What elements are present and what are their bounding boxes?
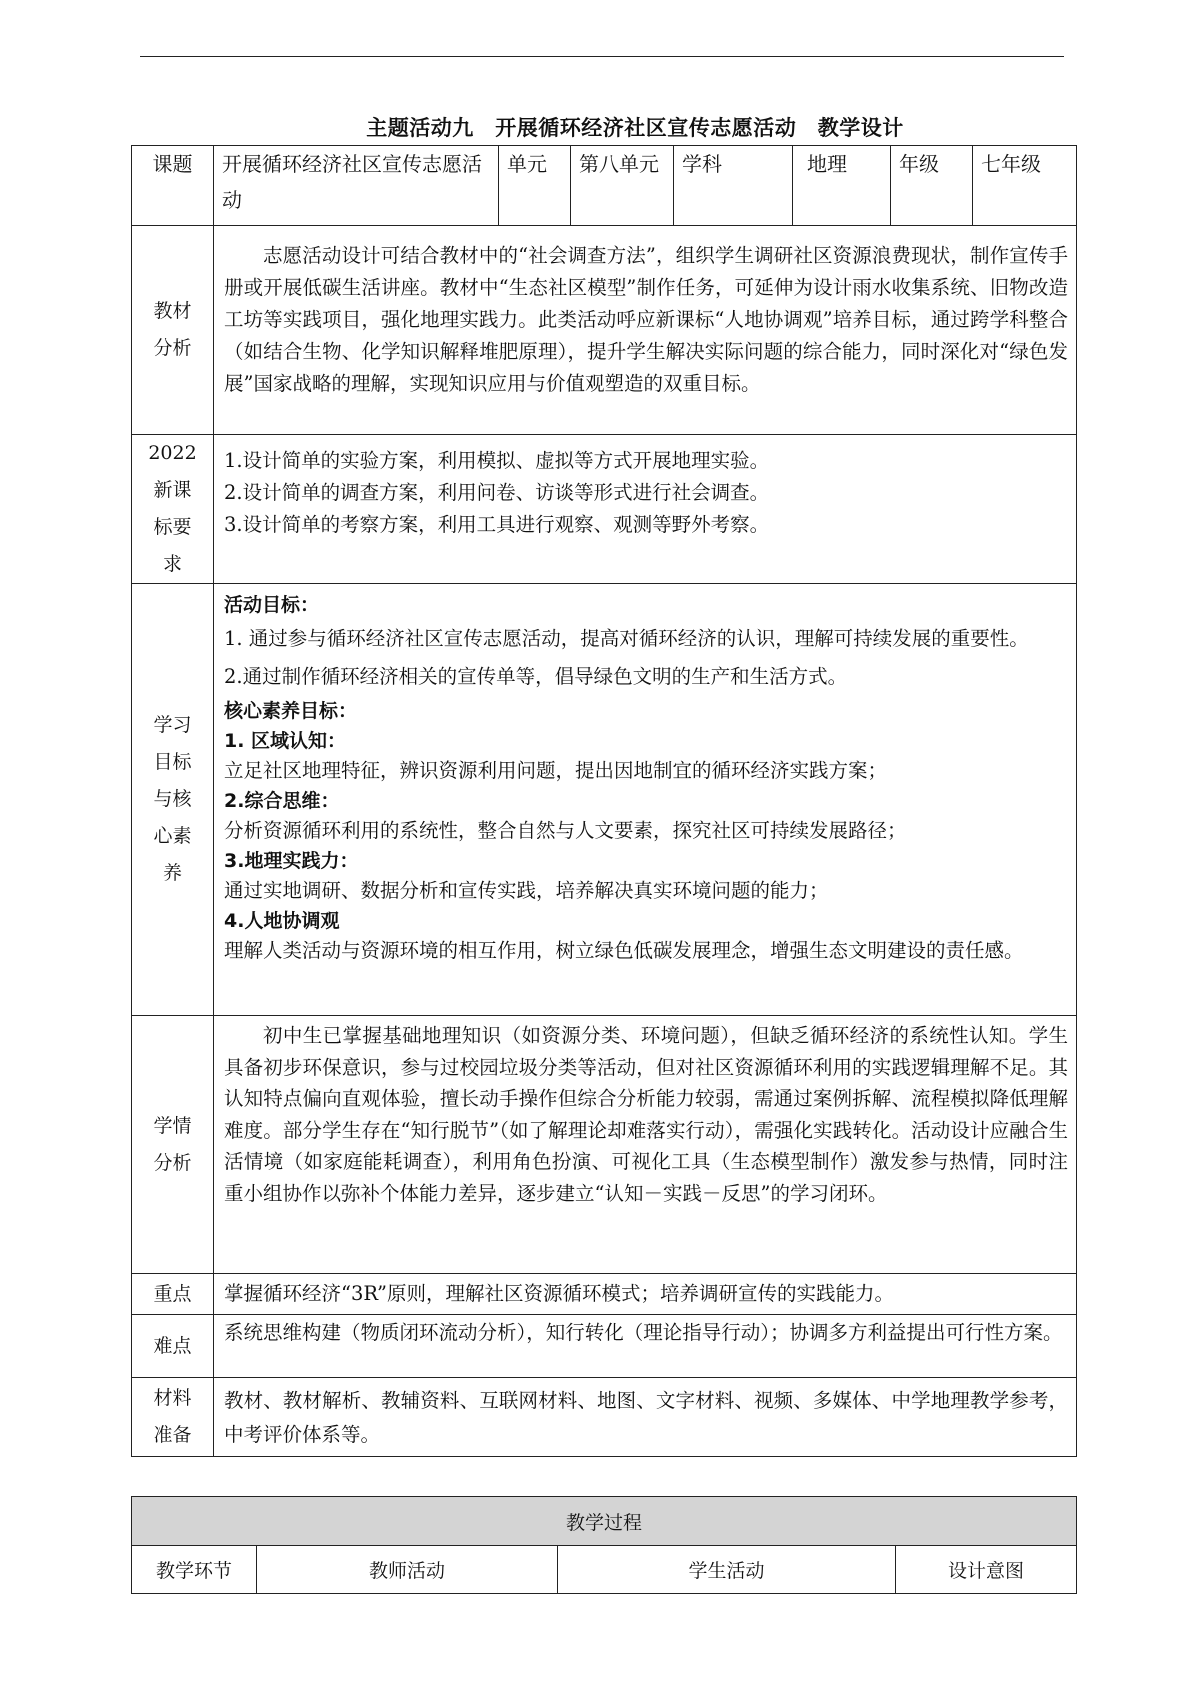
process-header-row xyxy=(132,1546,1077,1594)
core-goal-text: 通过实地调研、数据分析和宣传实践，培养解决真实环境问题的能力； xyxy=(224,879,829,902)
unit-value: 第八单元 xyxy=(571,146,674,226)
activity-goal-item: 1. 通过参与循环经济社区宣传志愿活动，提高对循环经济的认识，理解可持续发展的重要性。 xyxy=(224,627,1029,650)
core-goal-text: 理解人类活动与资源环境的相互作用，树立绿色低碳发展理念，增强生态文明建设的责任感。 xyxy=(224,939,1024,962)
lesson-plan-table xyxy=(131,145,1077,1457)
goals-row xyxy=(132,584,1077,1016)
goals-label: 学习目标与核心素养 xyxy=(132,584,214,1016)
materials-text: 教材、教材解析、教辅资料、互联网材料、地图、文字材料、视频、多媒体、中学地理教学参考，中考评价体系等。 xyxy=(214,1378,1077,1457)
process-column-header: 设计意图 xyxy=(896,1546,1077,1594)
core-goal-heading: 3.地理实践力： xyxy=(224,850,359,872)
header-rule xyxy=(140,56,1064,57)
activity-goal-item: 2.通过制作循环经济相关的宣传单等，倡导绿色文明的生产和生活方式。 xyxy=(224,665,848,688)
standards-label: 2022新课标要求 xyxy=(132,435,214,584)
materials-label: 材料准备 xyxy=(132,1378,214,1457)
subject-value: 地理 xyxy=(793,146,891,226)
subject-label: 学科 xyxy=(674,146,793,226)
standard-item: 2.设计简单的调查方案，利用问卷、访谈等形式进行社会调查。 xyxy=(224,481,770,504)
difficulty-text: 系统思维构建（物质闭环流动分析），知行转化（理论指导行动）；协调多方利益提出可行性方案。 xyxy=(214,1315,1077,1378)
process-column-header: 学生活动 xyxy=(558,1546,896,1594)
key-point-row xyxy=(132,1274,1077,1315)
key-point-text: 掌握循环经济“3R”原则，理解社区资源循环模式；培养调研宣传的实践能力。 xyxy=(214,1274,1077,1315)
unit-label: 单元 xyxy=(499,146,571,226)
info-row xyxy=(132,146,1077,226)
difficulty-row xyxy=(132,1315,1077,1378)
students-label: 学情分析 xyxy=(132,1016,214,1274)
textbook-analysis-text: 志愿活动设计可结合教材中的“社会调查方法”，组织学生调研社区资源浪费现状，制作宣传手册或开展低碳生活讲座。教材中“生态社区模型”制作任务，可延伸为设计雨水收集系统、旧物改造工坊等实践项目，强化地理实践力。此类活动呼应新课标“人地协调观”培养目标，通过跨学科整合（如结合生物、化学知识解释堆肥原理），提升学生解决实际问题的综合能力，同时深化对“绿色发展”国家战略的理解，实现知识应用与价值观塑造的双重目标。 xyxy=(214,226,1077,435)
process-column-header: 教学环节 xyxy=(132,1546,257,1594)
core-goal-heading: 1. 区域认知： xyxy=(224,730,347,752)
core-goal-heading: 2.综合思维： xyxy=(224,790,340,812)
difficulty-label: 难点 xyxy=(132,1315,214,1378)
teaching-process-table xyxy=(131,1496,1077,1594)
standards-content xyxy=(214,435,1077,584)
goals-content xyxy=(214,584,1077,1016)
process-column-header: 教师活动 xyxy=(257,1546,558,1594)
materials-row xyxy=(132,1378,1077,1457)
course-value: 开展循环经济社区宣传志愿活动 xyxy=(214,146,499,226)
standard-item: 3.设计简单的考察方案，利用工具进行观察、观测等野外考察。 xyxy=(224,513,770,536)
students-row xyxy=(132,1016,1077,1274)
activity-goals-heading: 活动目标： xyxy=(224,594,320,616)
standard-item: 1.设计简单的实验方案，利用模拟、虚拟等方式开展地理实验。 xyxy=(224,449,770,472)
textbook-label: 教材分析 xyxy=(132,226,214,435)
key-point-label: 重点 xyxy=(132,1274,214,1315)
core-goals-heading: 核心素养目标： xyxy=(224,700,358,722)
grade-value: 七年级 xyxy=(973,146,1077,226)
core-goal-heading: 4.人地协调观 xyxy=(224,910,340,932)
core-goal-text: 立足社区地理特征，辨识资源利用问题，提出因地制宜的循环经济实践方案； xyxy=(224,759,888,782)
core-goal-text: 分析资源循环利用的系统性，整合自然与人文要素，探究社区可持续发展路径； xyxy=(224,819,907,842)
textbook-row xyxy=(132,226,1077,435)
process-title: 教学过程 xyxy=(132,1497,1077,1546)
document-title: 主题活动九 开展循环经济社区宣传志愿活动 教学设计 xyxy=(366,116,904,140)
standards-row xyxy=(132,435,1077,584)
students-analysis-text: 初中生已掌握基础地理知识（如资源分类、环境问题），但缺乏循环经济的系统性认知。学生具备初步环保意识，参与过校园垃圾分类等活动，但对社区资源循环利用的实践逻辑理解不足。其认知特点偏向直观体验，擅长动手操作但综合分析能力较弱，需通过案例拆解、流程模拟降低理解难度。部分学生存在“知行脱节”（如了解理论却难落实行动），需强化实践转化。活动设计应融合生活情境（如家庭能耗调查），利用角色扮演、可视化工具（生态模型制作）激发参与热情，同时注重小组协作以弥补个体能力差异，逐步建立“认知－实践－反思”的学习闭环。 xyxy=(214,1016,1077,1274)
course-label: 课题 xyxy=(132,146,214,226)
grade-label: 年级 xyxy=(891,146,973,226)
